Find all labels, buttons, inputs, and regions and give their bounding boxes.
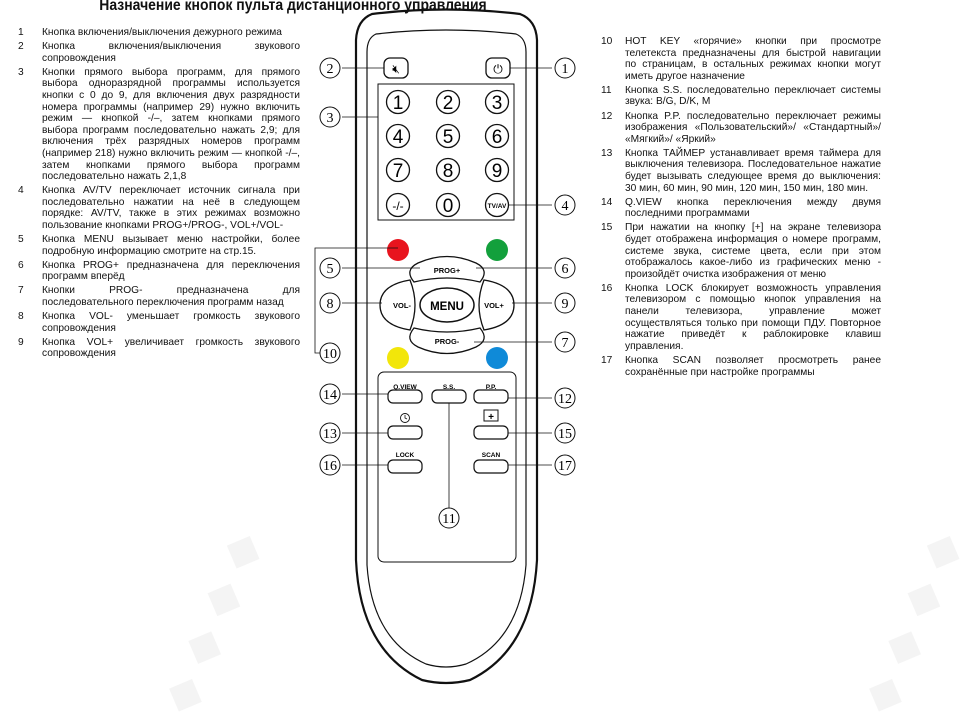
description-item-7: 7 Кнопки PROG- предназначена для последовательного переключения программ назад — [18, 285, 300, 309]
svg-text:12: 12 — [558, 392, 572, 407]
description-item-2: 2 Кнопка включения/выключения звукового сопровождения — [18, 41, 300, 64]
description-item-9: 9 Кнопка VOL+ увеличивает громкость звукового сопровождения — [18, 336, 300, 360]
svg-text:5: 5 — [326, 262, 334, 277]
callout-9 — [555, 293, 575, 313]
callout-2 — [320, 58, 340, 78]
remote-diagram — [300, 0, 600, 687]
description-item-6: 6 Кнопка PROG+ предназначена для переключения программ вперёд — [18, 259, 300, 283]
description-item-16: 16 Кнопка LOCK блокирует возможность управления телевизором с помощью кнопок управления на панели телевизора, управление может осуществляться только при помощи ПДУ. Повторное нажатие приведёт к раблокировке клавиш управления. — [601, 282, 881, 352]
digit-button-7[interactable] — [387, 159, 410, 183]
qview-button[interactable] — [388, 384, 422, 403]
description-item-13: 13 Кнопка ТАЙМЕР устанавливает время таймера для выключения телевизора. Последовательное нажатие будет вызывать следующее время до выключения: 30 мин, 60 мин, 90 мин, 120 мин, 150 мин, 180 мин. — [601, 147, 881, 194]
digit-button-8[interactable] — [437, 159, 460, 183]
svg-text:1: 1 — [392, 93, 404, 114]
digit-button-2[interactable] — [437, 91, 460, 115]
vol-minus-button[interactable] — [380, 280, 415, 330]
svg-text:5: 5 — [442, 127, 454, 148]
svg-text:2: 2 — [442, 93, 454, 114]
description-item-8: 8 Кнопка VOL- уменьшает громкость звукового сопровождения — [18, 311, 300, 334]
svg-text:7: 7 — [561, 336, 569, 351]
svg-text:4: 4 — [392, 127, 404, 148]
svg-text:Q.VIEW: Q.VIEW — [393, 384, 417, 391]
blue-button[interactable] — [486, 347, 508, 369]
svg-text:15: 15 — [558, 427, 572, 442]
callout-14 — [320, 384, 340, 404]
callout-4 — [555, 195, 575, 215]
svg-text:8: 8 — [442, 161, 454, 182]
description-item-15: 15 При нажатии на кнопку [+] на экране телевизора будет отображена информация о номере программ, системе звука, системе цвета, если при этом отображалось какое-либо из графических меню - произойдёт очистка изображения от меню — [601, 222, 881, 280]
right-description-column — [601, 36, 881, 381]
svg-text:8: 8 — [326, 297, 334, 312]
watermark-mark: ◆ ◆ ◆ ◆ — [150, 524, 272, 720]
callout-10 — [320, 343, 340, 363]
svg-text:-/-: -/- — [392, 199, 404, 213]
description-item-11: 11 Кнопка S.S. последовательно переключает системы звука: B/G, D/K, M — [601, 84, 881, 108]
svg-text:17: 17 — [558, 459, 572, 474]
green-button[interactable] — [486, 239, 508, 261]
svg-text:14: 14 — [323, 388, 337, 403]
svg-text:6: 6 — [491, 127, 503, 148]
description-item-17: 17 Кнопка SCAN позволяет просмотреть ранее сохранённые при настройке программы — [601, 354, 881, 378]
page-title: Назначение кнопок пульта дистанционного управления — [99, 0, 487, 14]
svg-text:PROG+: PROG+ — [433, 266, 461, 275]
display-button[interactable] — [474, 410, 508, 439]
svg-text:VOL+: VOL+ — [484, 301, 504, 310]
lock-button[interactable] — [388, 452, 422, 473]
callout-8 — [320, 293, 340, 313]
digit-button-3[interactable] — [486, 91, 509, 115]
svg-text:9: 9 — [561, 297, 569, 312]
svg-text:TV/AV: TV/AV — [487, 203, 507, 210]
digit-button-0[interactable] — [437, 194, 460, 218]
pp-button[interactable] — [474, 384, 508, 403]
callout-11 — [439, 508, 459, 528]
power-icon: ⏻ — [493, 62, 503, 76]
digit-button-6[interactable] — [486, 125, 509, 149]
menu-button[interactable] — [420, 288, 474, 322]
description-item-14: 14 Q.VIEW кнопка переключения между двумя последними программами — [601, 196, 881, 220]
prog-minus-button[interactable] — [410, 328, 484, 354]
svg-text:SCAN: SCAN — [481, 452, 501, 459]
callout-17 — [555, 455, 575, 475]
svg-text:9: 9 — [491, 161, 503, 182]
digit-button-9[interactable] — [486, 159, 509, 183]
callout-12 — [555, 388, 575, 408]
digit-button-4[interactable] — [387, 125, 410, 149]
svg-text:VOL-: VOL- — [393, 301, 411, 310]
callout-15 — [555, 423, 575, 443]
svg-text:3: 3 — [326, 111, 334, 126]
svg-text:MENU: MENU — [430, 301, 464, 313]
callout-3 — [320, 107, 340, 127]
svg-text:P.P.: P.P. — [485, 384, 497, 391]
svg-text:10: 10 — [323, 347, 337, 362]
tvav-button[interactable] — [486, 194, 509, 217]
callout-7 — [555, 332, 575, 352]
svg-text:LOCK: LOCK — [395, 452, 415, 459]
left-description-column — [18, 27, 300, 363]
description-item-12: 12 Кнопка P.P. последовательно переключает режимы изображения «Пользовательский»/ «Стандартный»/ «Мягкий»/ «Яркий» — [601, 110, 881, 145]
svg-text:0: 0 — [442, 196, 454, 217]
digit-button-5[interactable] — [437, 125, 460, 149]
svg-text:S.S.: S.S. — [442, 384, 456, 391]
svg-text:2: 2 — [326, 62, 334, 77]
callout-1 — [555, 58, 575, 78]
ss-button[interactable] — [432, 384, 466, 403]
digit-button-dash[interactable] — [387, 194, 410, 217]
description-item-1: 1 Кнопка включения/выключения дежурного режима — [18, 27, 282, 38]
svg-text:13: 13 — [323, 427, 337, 442]
description-item-3: 3 Кнопки прямого выбора программ, для прямого выбора одноразрядной программы используется кнопки с 0 до 9, для включения двух разрядности номера программы (например 29) нужно включить режим — кнопкой -/–, затем кнопками прямого выбора программ последовательно нажать 2,9; для включения трёх разрядных номеров программ (например 218) нужно включить режим — кнопкой -/–, затем кнопками прямого выбора программ последовательно нажать 2,1,8 — [18, 66, 300, 183]
svg-text:16: 16 — [323, 459, 337, 474]
mute-icon: 🔇︎ — [392, 62, 400, 76]
scan-button[interactable] — [474, 452, 508, 473]
svg-text:3: 3 — [491, 93, 503, 114]
description-item-4: 4 Кнопка AV/TV переключает источник сигнала при последовательно нажатии на неё в следующем порядке: AV/TV, также в этих режимах возможно пользование кнопками PROG+/PROG-, VOL+/VOL- — [18, 185, 300, 231]
watermark-mark: ◆ ◆ ◆ ◆ — [850, 524, 971, 720]
svg-text:7: 7 — [392, 161, 404, 182]
digit-button-1[interactable] — [387, 91, 410, 115]
yellow-button[interactable] — [387, 347, 409, 369]
svg-text:PROG-: PROG- — [434, 337, 460, 346]
svg-text:4: 4 — [561, 199, 569, 214]
svg-text:11: 11 — [442, 512, 456, 527]
prog-plus-button[interactable] — [410, 257, 484, 283]
timer-button[interactable] — [388, 414, 422, 440]
svg-text:+: + — [488, 412, 494, 423]
svg-text:6: 6 — [561, 262, 569, 277]
svg-text:1: 1 — [561, 62, 569, 77]
callout-13 — [320, 423, 340, 443]
callout-5 — [320, 258, 340, 278]
description-item-5: 5 Кнопка MENU вызывает меню настройки, более подробную информацию смотрите на стр.15. — [18, 234, 300, 257]
callout-16 — [320, 455, 340, 475]
callout-6 — [555, 258, 575, 278]
red-button[interactable] — [387, 239, 409, 261]
vol-plus-button[interactable] — [479, 280, 514, 330]
description-item-10: 10 HOT KEY «горячие» кнопки при просмотре телетекста предназначены для быстрой навигации по страницам, в остальных режимах кнопки могут иметь другое назначение — [601, 36, 881, 82]
